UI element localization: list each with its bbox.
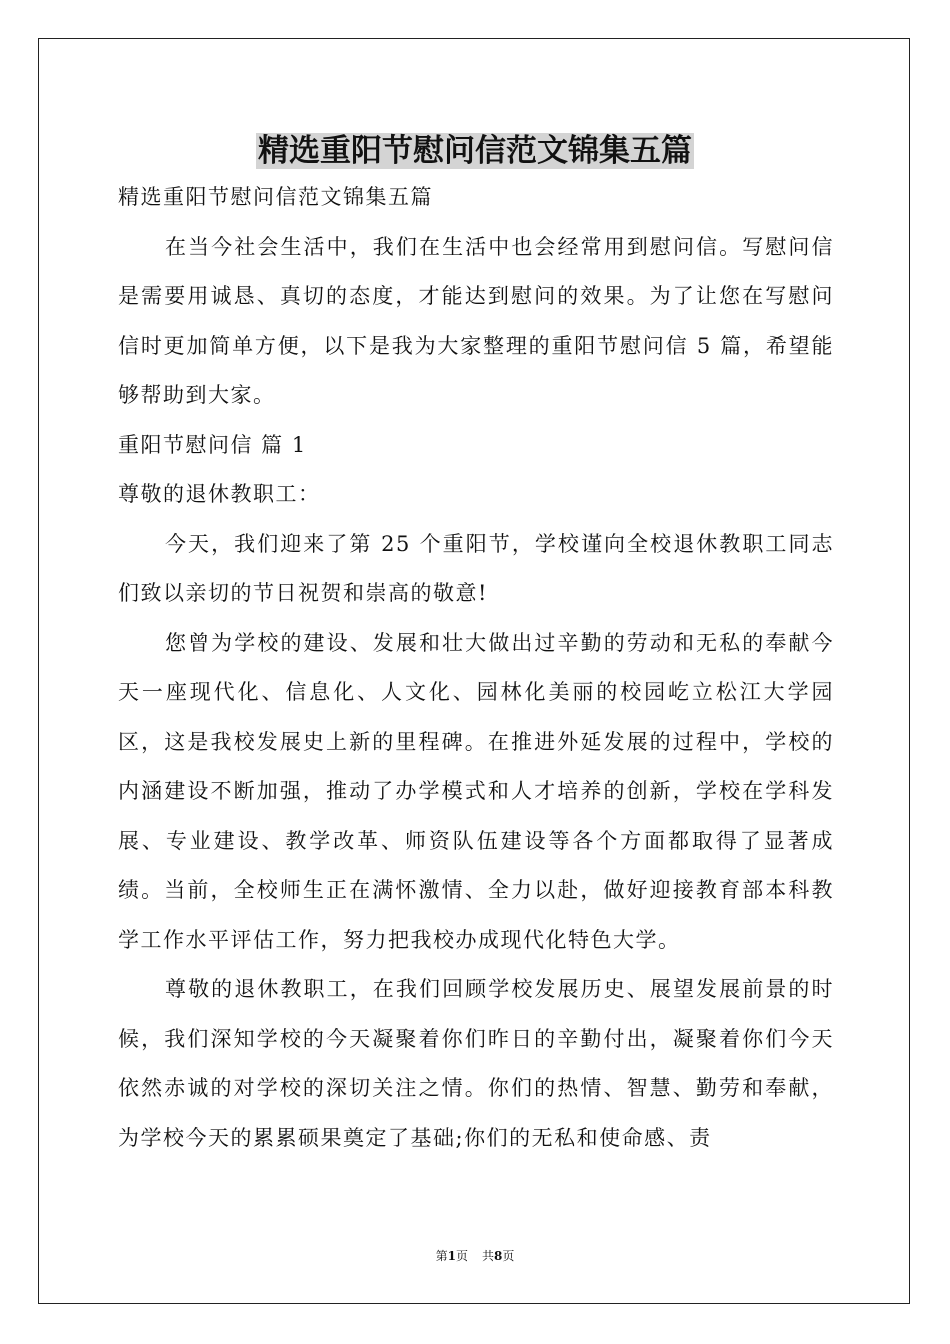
- body-paragraph: 尊敬的退休教职工，在我们回顾学校发展历史、展望发展前景的时候，我们深知学校的今天凝聚着你们昨日的辛勤付出，凝聚着你们今天依然赤诚的对学校的深切关注之情。你们的热情、智慧、勤劳和奉献，为学校今天的累累硕果奠定了基础;你们的无私和使命感、责: [118, 977, 834, 1150]
- subtitle-line: 精选重阳节慰问信范文锦集五篇: [118, 185, 433, 209]
- document-body: [118, 173, 834, 1163]
- footer-page-current: 1: [447, 1249, 456, 1263]
- document-title-text: 精选重阳节慰问信范文锦集五篇: [258, 133, 692, 169]
- footer-page-prefix: 第: [435, 1249, 448, 1263]
- footer-page-total: 8: [494, 1249, 503, 1263]
- page-footer: [0, 1248, 950, 1264]
- intro-paragraph: 在当今社会生活中，我们在生活中也会经常用到慰问信。写慰问信是需要用诚恳、真切的态度，才能达到慰问的效果。为了让您在写慰问信时更加简单方便，以下是我为大家整理的重阳节慰问信 5 篇，希望能够帮助到大家。: [118, 234, 834, 407]
- salutation: 尊敬的退休教职工：: [118, 482, 321, 506]
- footer-total-prefix: 共: [482, 1249, 495, 1263]
- footer-total-unit: 页: [502, 1249, 515, 1263]
- body-paragraph: 您曾为学校的建设、发展和壮大做出过辛勤的劳动和无私的奉献今天一座现代化、信息化、人文化、园林化美丽的校园屹立松江大学园区，这是我校发展史上新的里程碑。在推进外延发展的过程中，学校的内涵建设不断加强，推动了办学模式和人才培养的创新，学校在学科发展、专业建设、教学改革、师资队伍建设等各个方面都取得了显著成绩。当前，全校师生正在满怀激情、全力以赴，做好迎接教育部本科教学工作水平评估工作，努力把我校办成现代化特色大学。: [118, 630, 834, 952]
- footer-page-unit: 页: [455, 1249, 468, 1263]
- document-title: [0, 125, 950, 177]
- body-paragraph: 今天，我们迎来了第 25 个重阳节，学校谨向全校退休教职工同志们致以亲切的节日祝贺和崇高的敬意!: [118, 531, 834, 605]
- section-heading: 重阳节慰问信 篇 1: [118, 432, 307, 457]
